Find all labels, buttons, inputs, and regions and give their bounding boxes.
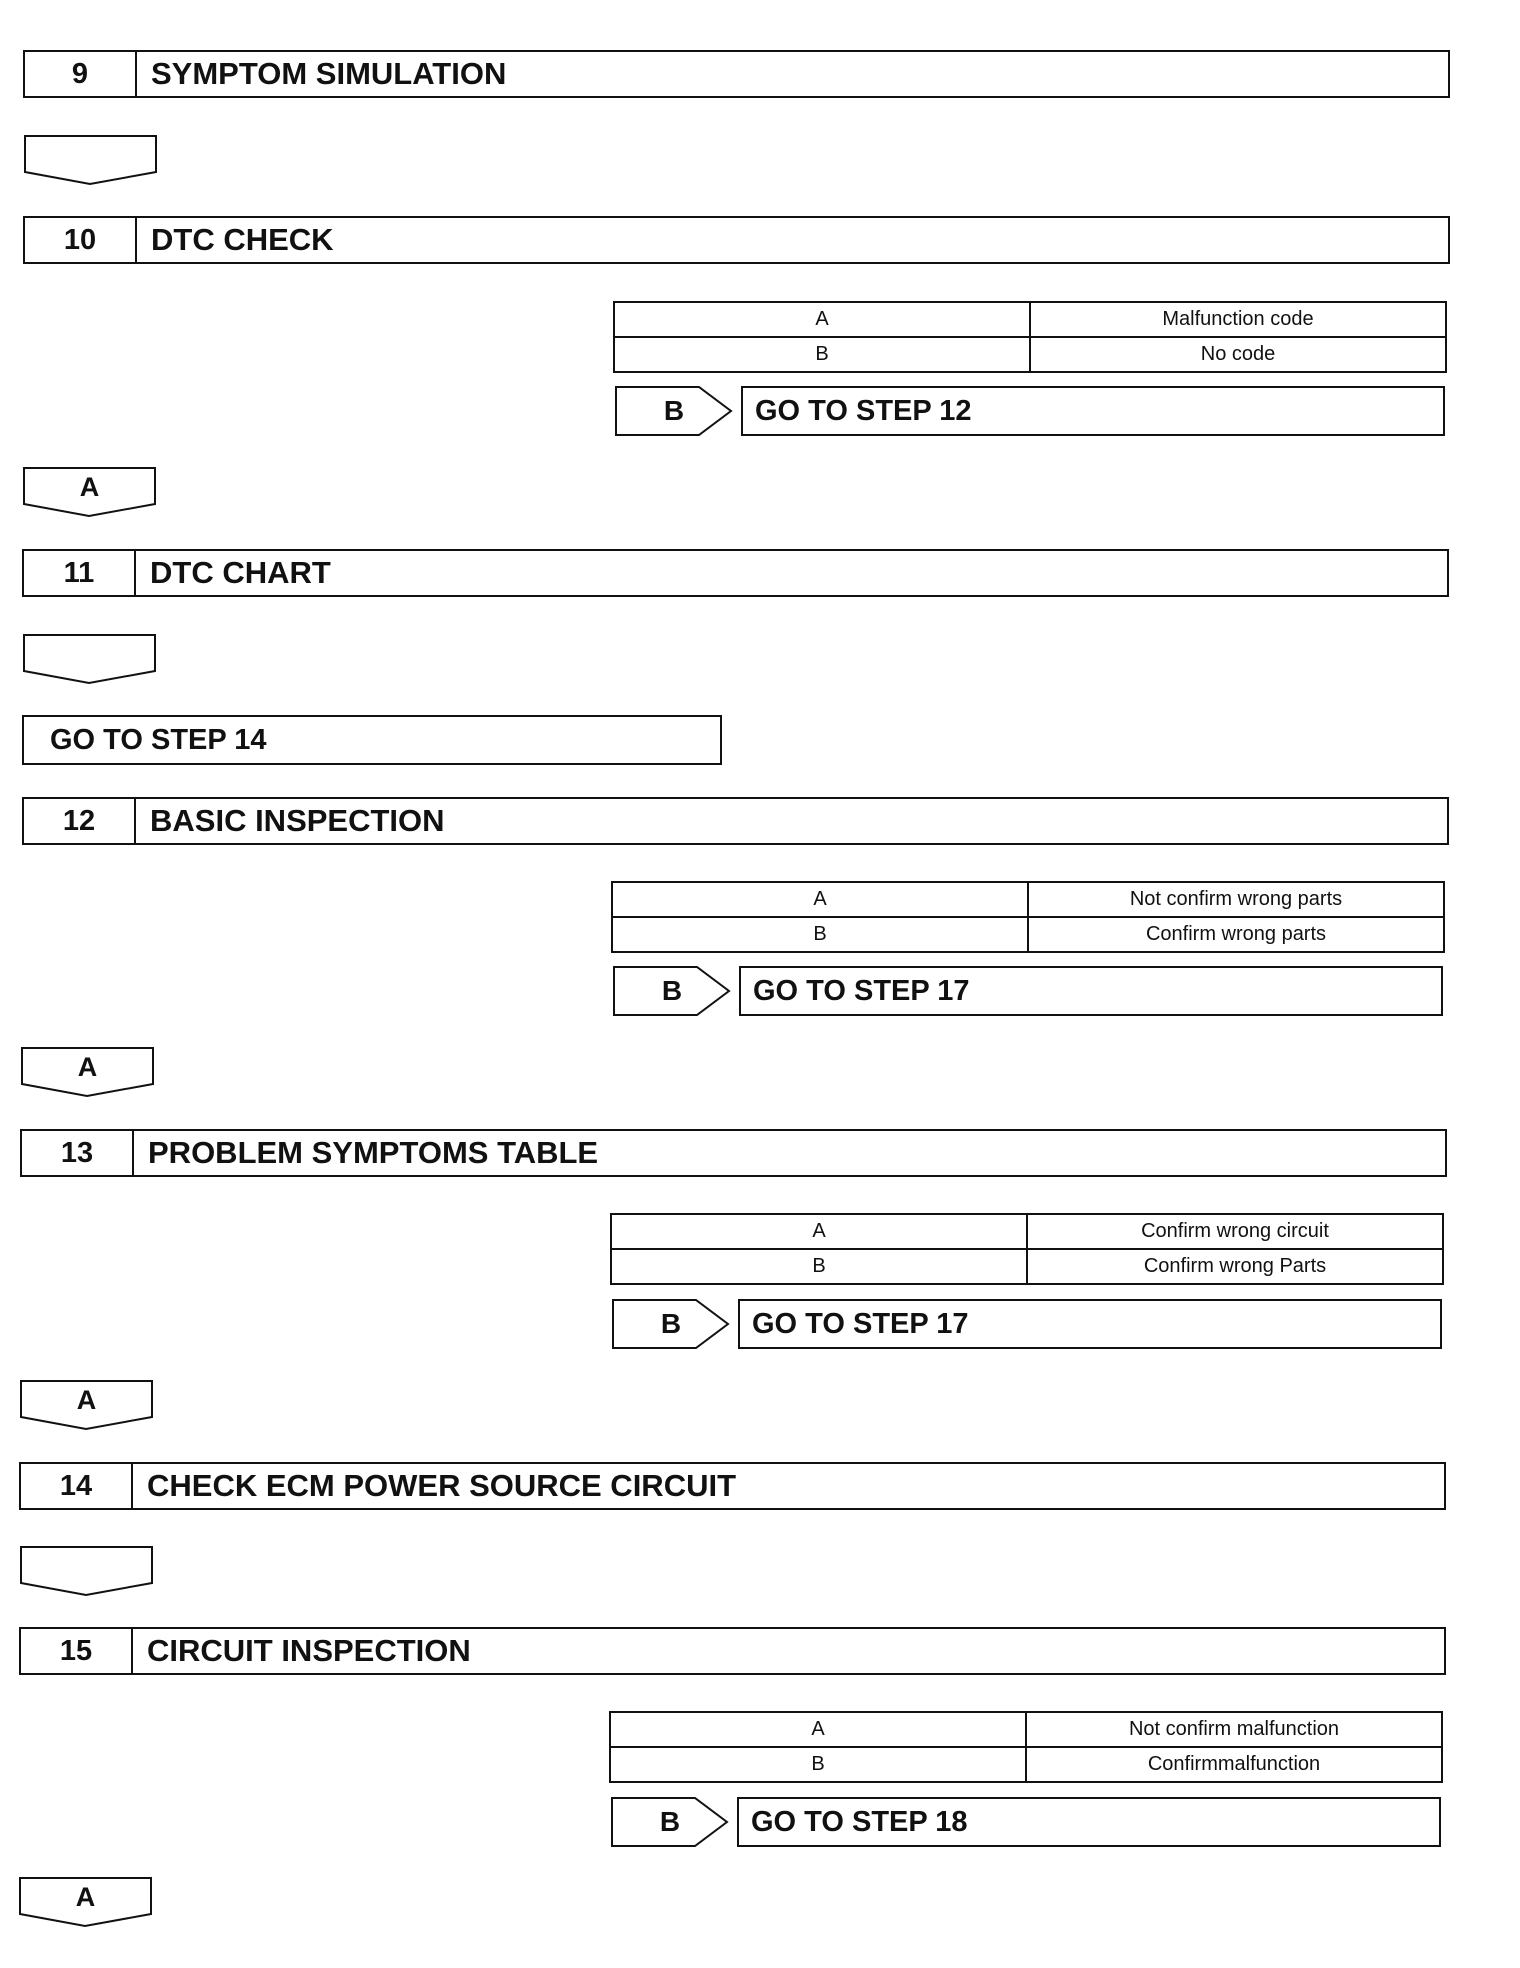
step-9-header	[23, 50, 1450, 98]
step-number: 14	[21, 1464, 133, 1508]
result-value: Malfunction code	[1030, 302, 1446, 337]
step-15-header	[19, 1627, 1446, 1675]
step-title: BASIC INSPECTION	[150, 803, 445, 838]
step-title: CHECK ECM POWER SOURCE CIRCUIT	[147, 1468, 737, 1503]
result-value: Confirmmalfunction	[1026, 1747, 1442, 1782]
result-key: B	[611, 1249, 1027, 1284]
step-12-header	[22, 797, 1449, 845]
step-10-branch-b	[615, 386, 1447, 436]
connector-label: A	[75, 1882, 96, 1912]
result-value: No code	[1030, 337, 1446, 372]
table-row	[612, 917, 1444, 952]
table-row	[612, 882, 1444, 917]
step-number: 13	[22, 1131, 134, 1175]
flow-arrow-connector	[20, 1046, 155, 1098]
result-key: A	[611, 1214, 1027, 1249]
step-number: 11	[24, 551, 136, 595]
step-title: DTC CHART	[150, 555, 331, 590]
branch-label: B	[663, 395, 685, 426]
result-value: Confirm wrong Parts	[1027, 1249, 1443, 1284]
step-number: 10	[25, 218, 137, 262]
table-row	[611, 1214, 1443, 1249]
go-to-step-box: GO TO STEP 17	[739, 966, 1443, 1016]
branch-label: B	[661, 975, 683, 1006]
step-15-result-table	[609, 1711, 1443, 1783]
step-12-result-table	[611, 881, 1445, 953]
table-row	[614, 302, 1446, 337]
flow-arrow-connector	[19, 1545, 154, 1597]
flow-arrow-connector	[22, 466, 157, 518]
result-value: Confirm wrong circuit	[1027, 1214, 1443, 1249]
step-number: 15	[21, 1629, 133, 1673]
flow-arrow-connector	[22, 633, 157, 685]
step-14-header	[19, 1462, 1446, 1510]
result-key: B	[610, 1747, 1026, 1782]
step-10-result-table	[613, 301, 1447, 373]
table-row	[610, 1712, 1442, 1747]
branch-label: B	[660, 1308, 682, 1339]
step-13-branch-b	[612, 1299, 1444, 1349]
flow-arrow-connector	[23, 134, 158, 186]
go-to-step-box: GO TO STEP 12	[741, 386, 1445, 436]
step-15-branch-b	[611, 1797, 1443, 1847]
flow-arrow-connector	[18, 1876, 153, 1928]
step-number: 12	[24, 799, 136, 843]
table-row	[610, 1747, 1442, 1782]
step-title: CIRCUIT INSPECTION	[147, 1633, 471, 1668]
result-value: Not confirm malfunction	[1026, 1712, 1442, 1747]
step-13-result-table	[610, 1213, 1444, 1285]
result-key: A	[614, 302, 1030, 337]
step-title: SYMPTOM SIMULATION	[151, 56, 507, 91]
flow-arrow-connector	[19, 1379, 154, 1431]
connector-label: A	[77, 1052, 98, 1082]
step-11-header	[22, 549, 1449, 597]
result-key: A	[612, 882, 1028, 917]
result-key: B	[612, 917, 1028, 952]
table-row	[614, 337, 1446, 372]
step-13-header	[20, 1129, 1447, 1177]
connector-label: A	[79, 472, 100, 502]
go-to-step-box: GO TO STEP 18	[737, 1797, 1441, 1847]
table-row	[611, 1249, 1443, 1284]
connector-label: A	[76, 1385, 97, 1415]
step-title: PROBLEM SYMPTOMS TABLE	[148, 1135, 599, 1170]
go-to-step-14-box: GO TO STEP 14	[22, 715, 722, 765]
step-number: 9	[25, 52, 137, 96]
result-value: Not confirm wrong parts	[1028, 882, 1444, 917]
result-key: B	[614, 337, 1030, 372]
step-12-branch-b	[613, 966, 1445, 1016]
go-to-step-box: GO TO STEP 17	[738, 1299, 1442, 1349]
branch-label: B	[659, 1806, 681, 1837]
step-title: DTC CHECK	[151, 222, 334, 257]
step-10-header	[23, 216, 1450, 264]
result-value: Confirm wrong parts	[1028, 917, 1444, 952]
result-key: A	[610, 1712, 1026, 1747]
